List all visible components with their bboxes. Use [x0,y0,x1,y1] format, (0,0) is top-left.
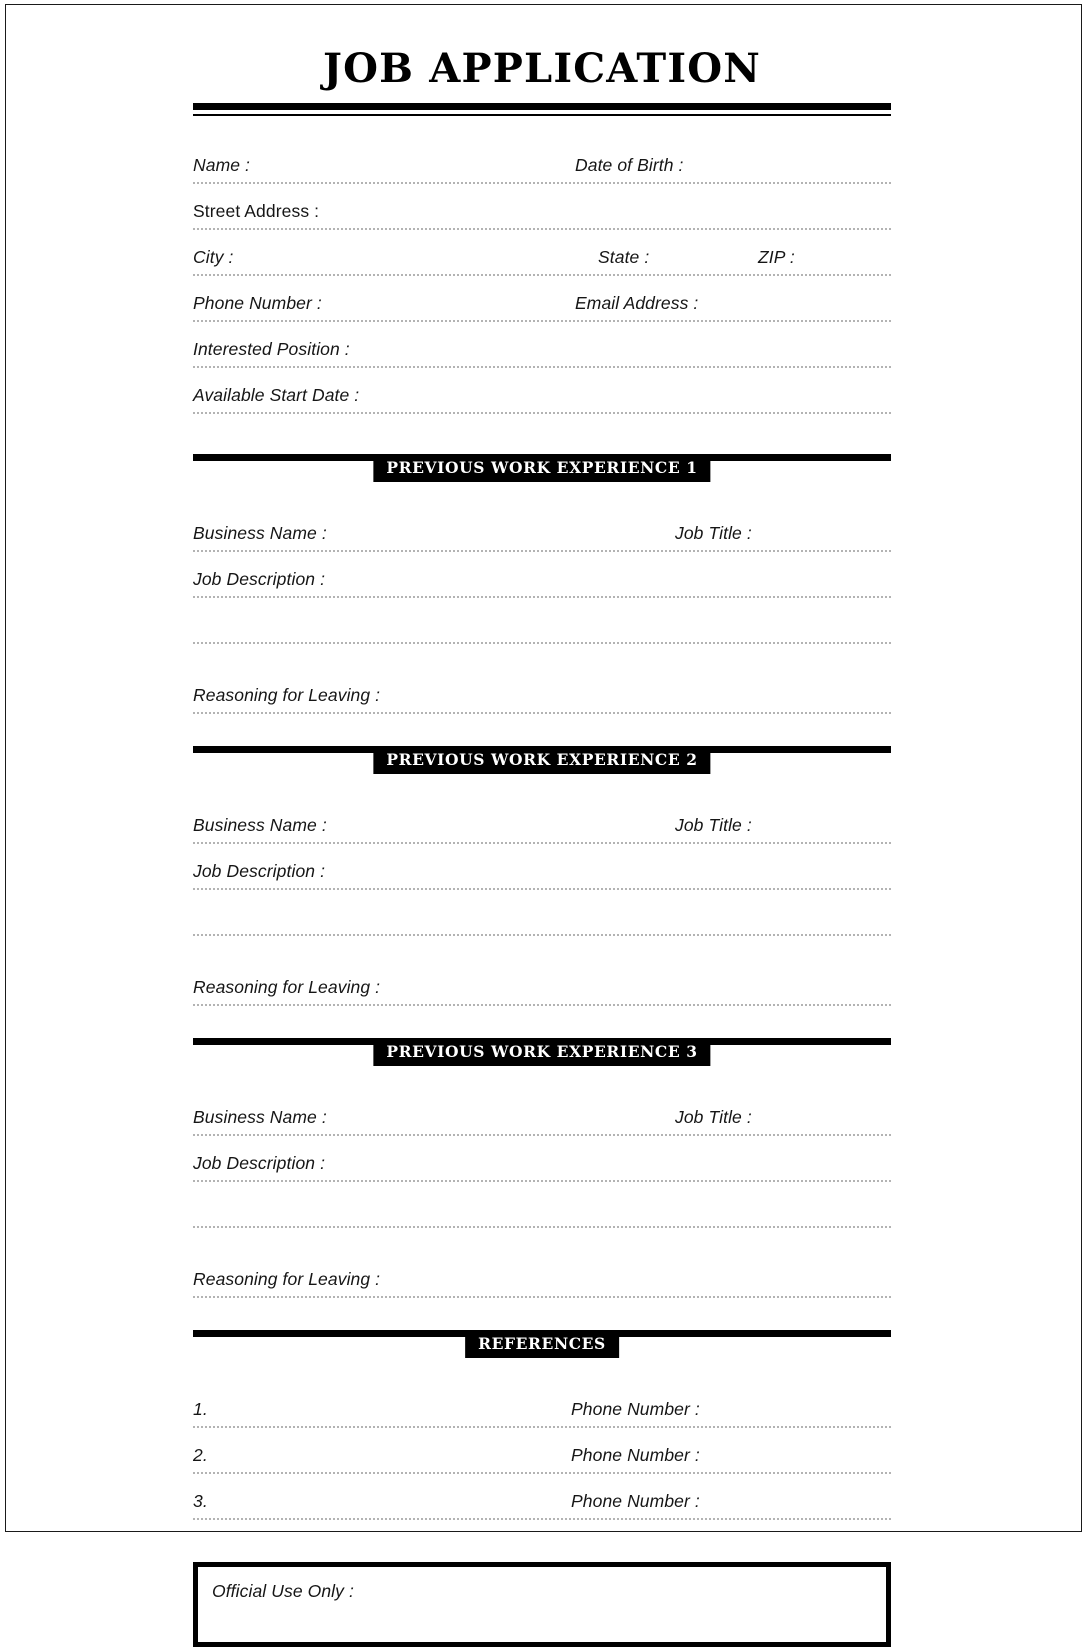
field-row-interested-position[interactable] [193,324,891,370]
input-line-job-description-3b[interactable] [193,1226,891,1228]
label-phone-number: Phone Number : [193,293,322,313]
reference-number-1: 1. [193,1399,208,1419]
reference-number-2: 2. [193,1445,208,1465]
field-row-name-dob[interactable] [193,140,891,186]
reference-row-3[interactable] [193,1476,891,1522]
title-divider [193,103,891,116]
banner-label-experience-3: PREVIOUS WORK EXPERIENCE 3 [373,1038,710,1066]
page-title: JOB APPLICATION [322,45,762,92]
field-row-job-description-3[interactable] [193,1138,891,1184]
label-name: Name : [193,155,251,175]
divider-thick-bar [193,103,891,110]
input-line-reason-leaving-3[interactable] [193,1296,891,1298]
input-line-business-name-1[interactable] [193,550,891,552]
section-banner-references [193,1330,891,1364]
field-row-business-name-2[interactable] [193,800,891,846]
field-row-available-start-date[interactable] [193,370,891,416]
section-banner-experience-2 [193,746,891,780]
input-line-street-address[interactable] [193,228,891,230]
input-line-job-description-3a[interactable] [193,1180,891,1182]
reference-row-2[interactable] [193,1430,891,1476]
label-zip: ZIP : [758,247,795,267]
label-job-description-1: Job Description : [193,569,326,589]
input-line-reference-1[interactable] [193,1426,891,1428]
banner-label-references: REFERENCES [465,1330,619,1358]
input-line-name-dob[interactable] [193,182,891,184]
label-interested-position: Interested Position : [193,339,350,359]
field-row-street-address[interactable] [193,186,891,232]
section-banner-experience-3 [193,1038,891,1072]
label-reference-phone-3: Phone Number : [571,1491,700,1511]
input-line-city-state-zip[interactable] [193,274,891,276]
field-row-reason-leaving-2[interactable] [193,962,891,1008]
label-business-name-1: Business Name : [193,523,327,543]
input-line-business-name-3[interactable] [193,1134,891,1136]
field-row-reason-leaving-3[interactable] [193,1254,891,1300]
input-line-reason-leaving-1[interactable] [193,712,891,714]
section-banner-experience-1 [193,454,891,488]
input-line-available-start-date[interactable] [193,412,891,414]
banner-label-experience-2: PREVIOUS WORK EXPERIENCE 2 [373,746,710,774]
input-line-reference-2[interactable] [193,1472,891,1474]
label-job-description-3: Job Description : [193,1153,326,1173]
field-row-job-description-2-line2[interactable] [193,892,891,938]
input-line-job-description-2a[interactable] [193,888,891,890]
field-row-job-description-3-line2[interactable] [193,1184,891,1230]
reference-number-3: 3. [193,1491,208,1511]
label-job-description-2: Job Description : [193,861,326,881]
label-reference-phone-1: Phone Number : [571,1399,700,1419]
field-row-city-state-zip[interactable] [193,232,891,278]
input-line-job-description-1a[interactable] [193,596,891,598]
field-row-reason-leaving-1[interactable] [193,670,891,716]
field-row-job-description-1[interactable] [193,554,891,600]
divider-thin-bar [193,114,891,116]
label-state: State : [598,247,650,267]
input-line-reference-3[interactable] [193,1518,891,1520]
reference-row-1[interactable] [193,1384,891,1430]
field-row-business-name-1[interactable] [193,508,891,554]
input-line-business-name-2[interactable] [193,842,891,844]
label-job-title-1: Job Title : [675,523,752,543]
label-official-use-only: Official Use Only : [212,1581,354,1601]
label-business-name-3: Business Name : [193,1107,327,1127]
label-email-address: Email Address : [575,293,699,313]
label-reason-leaving-2: Reasoning for Leaving : [193,977,381,997]
form-content [193,0,891,1647]
field-row-phone-email[interactable] [193,278,891,324]
label-job-title-3: Job Title : [675,1107,752,1127]
label-city: City : [193,247,234,267]
label-reason-leaving-3: Reasoning for Leaving : [193,1269,381,1289]
input-line-reason-leaving-2[interactable] [193,1004,891,1006]
label-reason-leaving-1: Reasoning for Leaving : [193,685,381,705]
input-line-phone-email[interactable] [193,320,891,322]
label-reference-phone-2: Phone Number : [571,1445,700,1465]
input-line-interested-position[interactable] [193,366,891,368]
label-job-title-2: Job Title : [675,815,752,835]
label-street-address: Street Address : [193,201,320,221]
label-business-name-2: Business Name : [193,815,327,835]
field-row-business-name-3[interactable] [193,1092,891,1138]
label-available-start-date: Available Start Date : [193,385,360,405]
input-line-job-description-2b[interactable] [193,934,891,936]
official-use-only-box[interactable] [193,1562,891,1647]
input-line-job-description-1b[interactable] [193,642,891,644]
banner-label-experience-1: PREVIOUS WORK EXPERIENCE 1 [373,454,710,482]
field-row-job-description-2[interactable] [193,846,891,892]
label-date-of-birth: Date of Birth : [575,155,684,175]
field-row-job-description-1-line2[interactable] [193,600,891,646]
